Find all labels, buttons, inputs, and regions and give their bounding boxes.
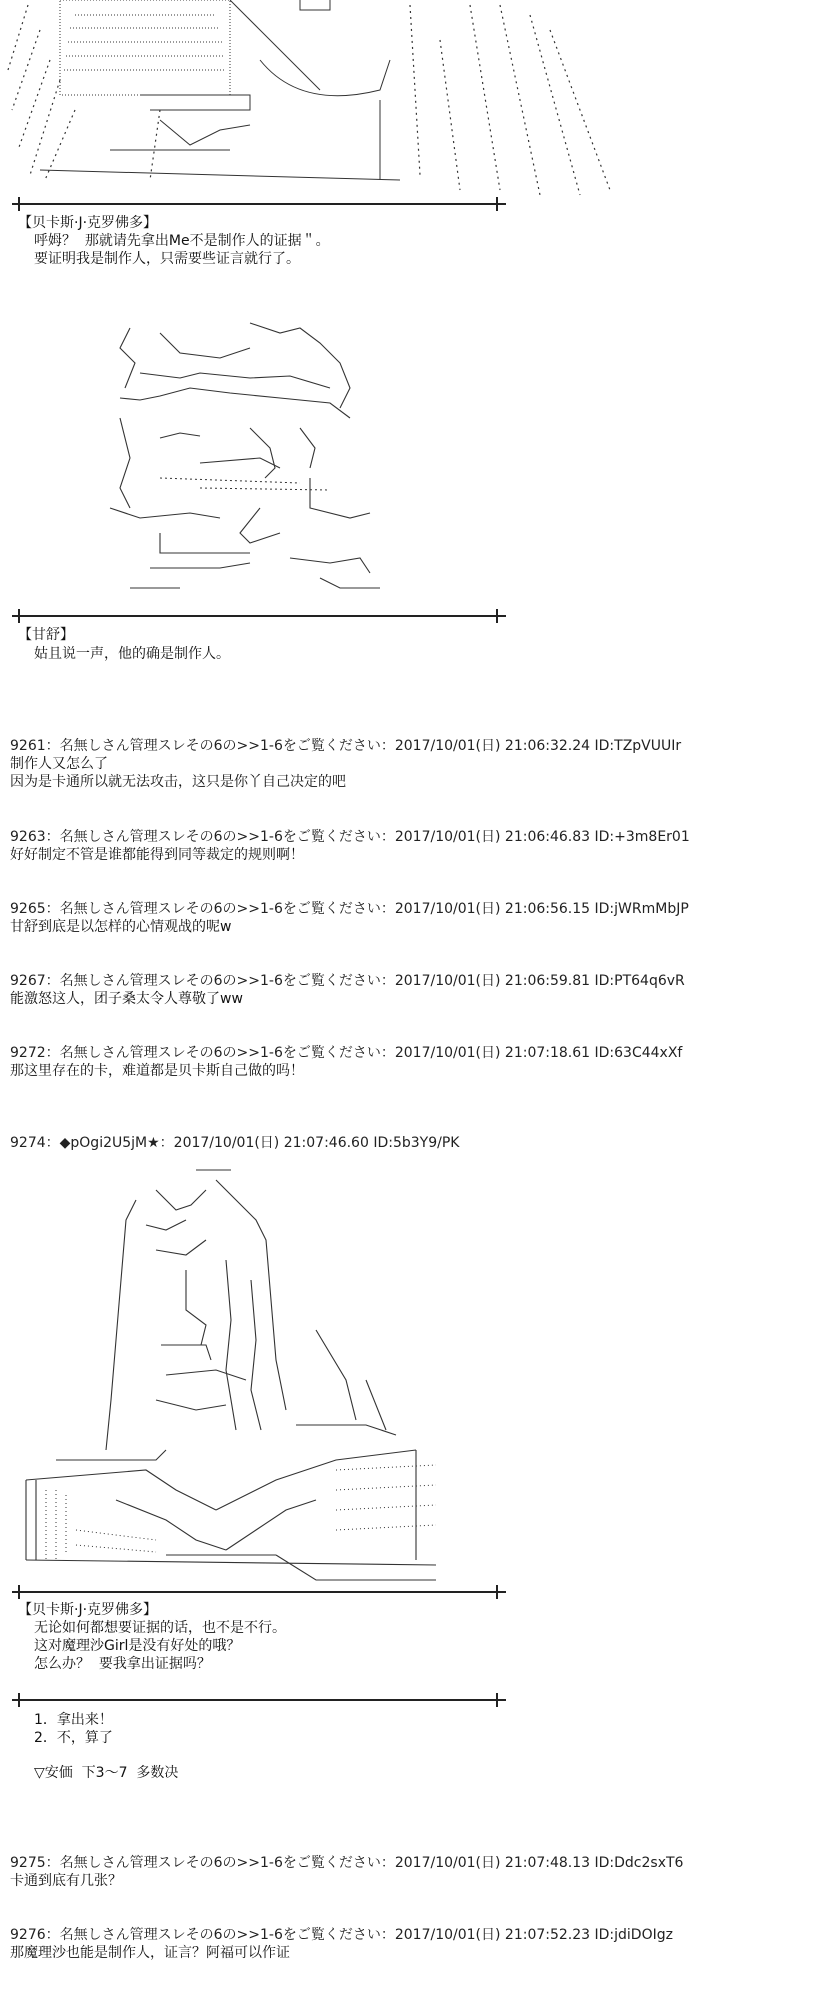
speaker-name: 【甘舒】 xyxy=(18,627,74,643)
divider-line xyxy=(12,615,506,617)
post-body: 卡通到底有几张？ xyxy=(10,1873,122,1889)
post-header: 9272：名無しさん管理スレその6の>>1-6をご覧ください：2017/10/01(日) 21:07:18.61 ID:63C44xXf xyxy=(10,1045,683,1061)
post-header: 9275：名無しさん管理スレその6の>>1-6をご覧ください：2017/10/01(日) 21:07:48.13 ID:Ddc2sxT6 xyxy=(10,1855,684,1871)
dialogue-line: 这对魔理沙Girl是没有好处的哦？ xyxy=(34,1638,241,1654)
divider-tick xyxy=(18,1693,20,1707)
dialogue-line: 要证明我是制作人，只需要些证言就行了。 xyxy=(34,251,300,267)
dialogue-line: 呼姆？ 那就请先拿出Me不是制作人的证据＂。 xyxy=(34,233,330,249)
divider-tick xyxy=(496,197,498,211)
dialogue-line: 怎么办？ 要我拿出证据吗？ xyxy=(34,1656,211,1672)
ascii-art-ganshu xyxy=(100,318,400,608)
divider-line xyxy=(12,203,506,205)
post-body: 那这里存在的卡，难道都是贝卡斯自己做的吗！ xyxy=(10,1063,304,1079)
post-header: 9263：名無しさん管理スレその6の>>1-6をご覧ください：2017/10/01(日) 21:06:46.83 ID:+3m8Er01 xyxy=(10,829,690,845)
post-body: 好好制定不管是谁都能得到同等裁定的规则啊！ xyxy=(10,847,304,863)
post-body: 因为是卡通所以就无法攻击，这只是你丫自己决定的吧 xyxy=(10,774,346,790)
choice-option: 2．不，算了 xyxy=(34,1730,113,1746)
divider-tick xyxy=(496,1693,498,1707)
divider-tick xyxy=(18,609,20,623)
post-header: 9267：名無しさん管理スレその6の>>1-6をご覧ください：2017/10/01(日) 21:06:59.81 ID:PT64q6vR xyxy=(10,973,685,989)
vote-instruction: ▽安価 下3～7 多数决 xyxy=(34,1765,179,1781)
divider-tick xyxy=(496,609,498,623)
dialogue-line: 无论如何都想要证据的话，也不是不行。 xyxy=(34,1620,286,1636)
post-body: 制作人又怎么了 xyxy=(10,756,108,772)
divider-line xyxy=(12,1699,506,1701)
choice-option: 1．拿出来！ xyxy=(34,1712,113,1728)
post-body: 能激怒这人，团子桑太令人尊敬了ww xyxy=(10,991,243,1007)
divider-tick xyxy=(496,1585,498,1599)
dialogue-line: 姑且说一声，他的确是制作人。 xyxy=(34,646,230,662)
post-header: 9276：名無しさん管理スレその6の>>1-6をご覧ください：2017/10/01(日) 21:07:52.23 ID:jdiDOIgz xyxy=(10,1927,673,1943)
post-body: 甘舒到底是以怎样的心情观战的呢w xyxy=(10,919,232,935)
ascii-art-pegasus-top xyxy=(0,0,819,210)
post-header: 9261：名無しさん管理スレその6の>>1-6をご覧ください：2017/10/01(日) 21:06:32.24 ID:TZpVUUIr xyxy=(10,738,682,754)
ascii-art-pegasus xyxy=(16,1160,436,1590)
divider-tick xyxy=(18,1585,20,1599)
post-body: 那魔理沙也能是制作人，证言？阿福可以作证 xyxy=(10,1945,290,1961)
divider-tick xyxy=(18,197,20,211)
speaker-name: 【贝卡斯·J·克罗佛多】 xyxy=(18,1602,158,1618)
speaker-name: 【贝卡斯·J·克罗佛多】 xyxy=(18,215,158,231)
post-header: 9265：名無しさん管理スレその6の>>1-6をご覧ください：2017/10/01(日) 21:06:56.15 ID:jWRmMbJP xyxy=(10,901,689,917)
post-header: 9274：◆pOgi2U5jM★：2017/10/01(日) 21:07:46.60 ID:5b3Y9/PK xyxy=(10,1135,460,1151)
divider-line xyxy=(12,1591,506,1593)
